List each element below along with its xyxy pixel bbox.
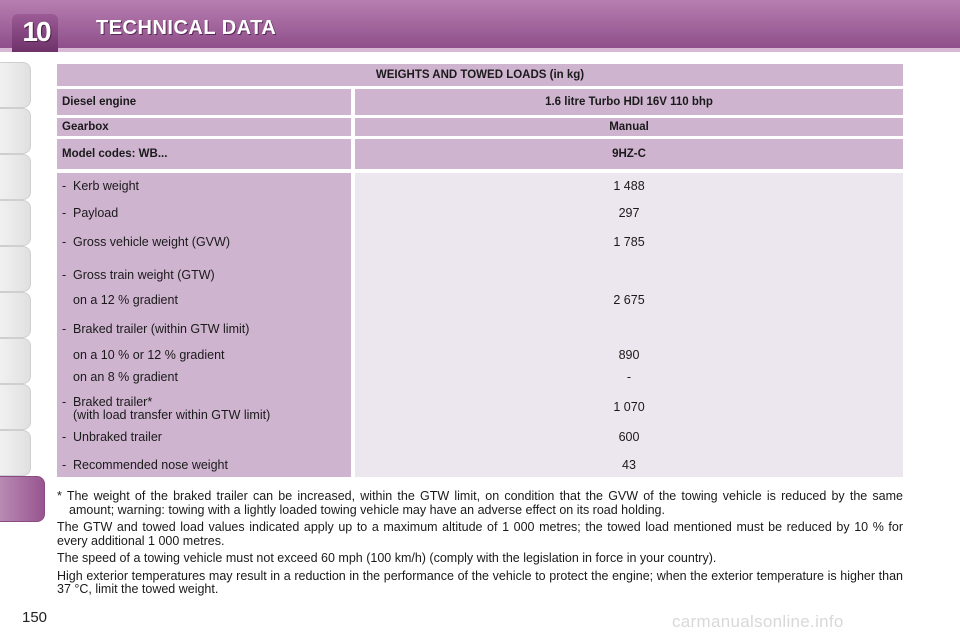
side-tab[interactable] bbox=[0, 384, 31, 430]
notes bbox=[57, 490, 903, 601]
payload-value: 297 bbox=[618, 206, 640, 220]
kerb-weight-label: - Kerb weight bbox=[62, 179, 140, 193]
header-divider bbox=[0, 48, 960, 52]
side-tab[interactable] bbox=[0, 292, 31, 338]
side-tab[interactable] bbox=[0, 246, 31, 292]
kerb-weight-value: 1 488 bbox=[613, 179, 645, 193]
braked-star-sublabel: (with load transfer within GTW limit) bbox=[73, 408, 271, 422]
side-tab-active[interactable] bbox=[0, 476, 45, 522]
chapter-side-tabs bbox=[0, 62, 32, 562]
gvw-value: 1 785 bbox=[613, 235, 645, 249]
weights-table bbox=[57, 64, 903, 477]
side-tab[interactable] bbox=[0, 154, 31, 200]
page-title: TECHNICAL DATA bbox=[96, 17, 277, 39]
side-tab[interactable] bbox=[0, 338, 31, 384]
gvw-label: - Gross vehicle weight (GVW) bbox=[62, 235, 230, 249]
footnote: * The weight of the braked trailer can be increased, within the GTW limit, on condition that the GVW of the towing vehicle is reduced by the same amount; warning: towing with a lightly loaded towing vehicle may have an adverse effect on its road holding. bbox=[57, 489, 903, 517]
braked-star-value: 1 070 bbox=[613, 400, 645, 414]
payload-label: - Payload bbox=[62, 206, 119, 220]
side-tab[interactable] bbox=[0, 62, 31, 108]
weights-labels bbox=[57, 173, 351, 477]
braked-8-value: - bbox=[626, 370, 632, 384]
braked-10-12-label: on a 10 % or 12 % gradient bbox=[73, 348, 225, 362]
watermark[interactable]: carmanualsonline.info bbox=[672, 612, 844, 631]
page-number: 150 bbox=[22, 609, 48, 626]
table-row bbox=[57, 89, 903, 115]
model-codes-value: 9HZ-C bbox=[355, 139, 903, 169]
gtw-12-label: on a 12 % gradient bbox=[73, 293, 178, 307]
braked-trailer-label: - Braked trailer (within GTW limit) bbox=[62, 322, 250, 336]
side-tab[interactable] bbox=[0, 200, 31, 246]
model-codes-label: Model codes: WB... bbox=[57, 139, 351, 169]
engine-label: Diesel engine bbox=[57, 89, 351, 115]
braked-star-label: - Braked trailer* bbox=[62, 395, 153, 409]
unbraked-label: - Unbraked trailer bbox=[62, 430, 162, 444]
temperature-note: High exterior temperatures may result in a reduction in the performance of the vehicle to protect the engine; when the exterior temperature is higher than 37 °C, limit the towed weight. bbox=[57, 568, 903, 596]
side-tab[interactable] bbox=[0, 108, 31, 154]
table-row bbox=[57, 139, 903, 169]
gtw-12-value: 2 675 bbox=[613, 293, 645, 307]
nose-weight-value: 43 bbox=[622, 458, 636, 472]
speed-note: The speed of a towing vehicle must not exceed 60 mph (100 km/h) (comply with the legislation in force in your country). bbox=[57, 551, 717, 565]
side-tab[interactable] bbox=[0, 430, 31, 476]
braked-8-label: on an 8 % gradient bbox=[73, 370, 178, 384]
altitude-note: The GTW and towed load values indicated apply up to a maximum altitude of 1 000 metres; the towed load mentioned must be reduced by 10 % for every additional 1 000 metres. bbox=[57, 520, 903, 548]
engine-value: 1.6 litre Turbo HDI 16V 110 bhp bbox=[355, 89, 903, 115]
table-row bbox=[57, 118, 903, 136]
gearbox-value: Manual bbox=[355, 118, 903, 136]
weights-values bbox=[355, 173, 903, 477]
chapter-number: 10 bbox=[22, 16, 50, 47]
unbraked-value: 600 bbox=[618, 430, 640, 444]
table-title: WEIGHTS AND TOWED LOADS (in kg) bbox=[57, 64, 903, 86]
nose-weight-label: - Recommended nose weight bbox=[62, 458, 228, 472]
weights-body bbox=[57, 173, 903, 477]
gtw-label: - Gross train weight (GTW) bbox=[62, 268, 215, 282]
gearbox-label: Gearbox bbox=[57, 118, 351, 136]
braked-10-12-value: 890 bbox=[618, 348, 640, 362]
